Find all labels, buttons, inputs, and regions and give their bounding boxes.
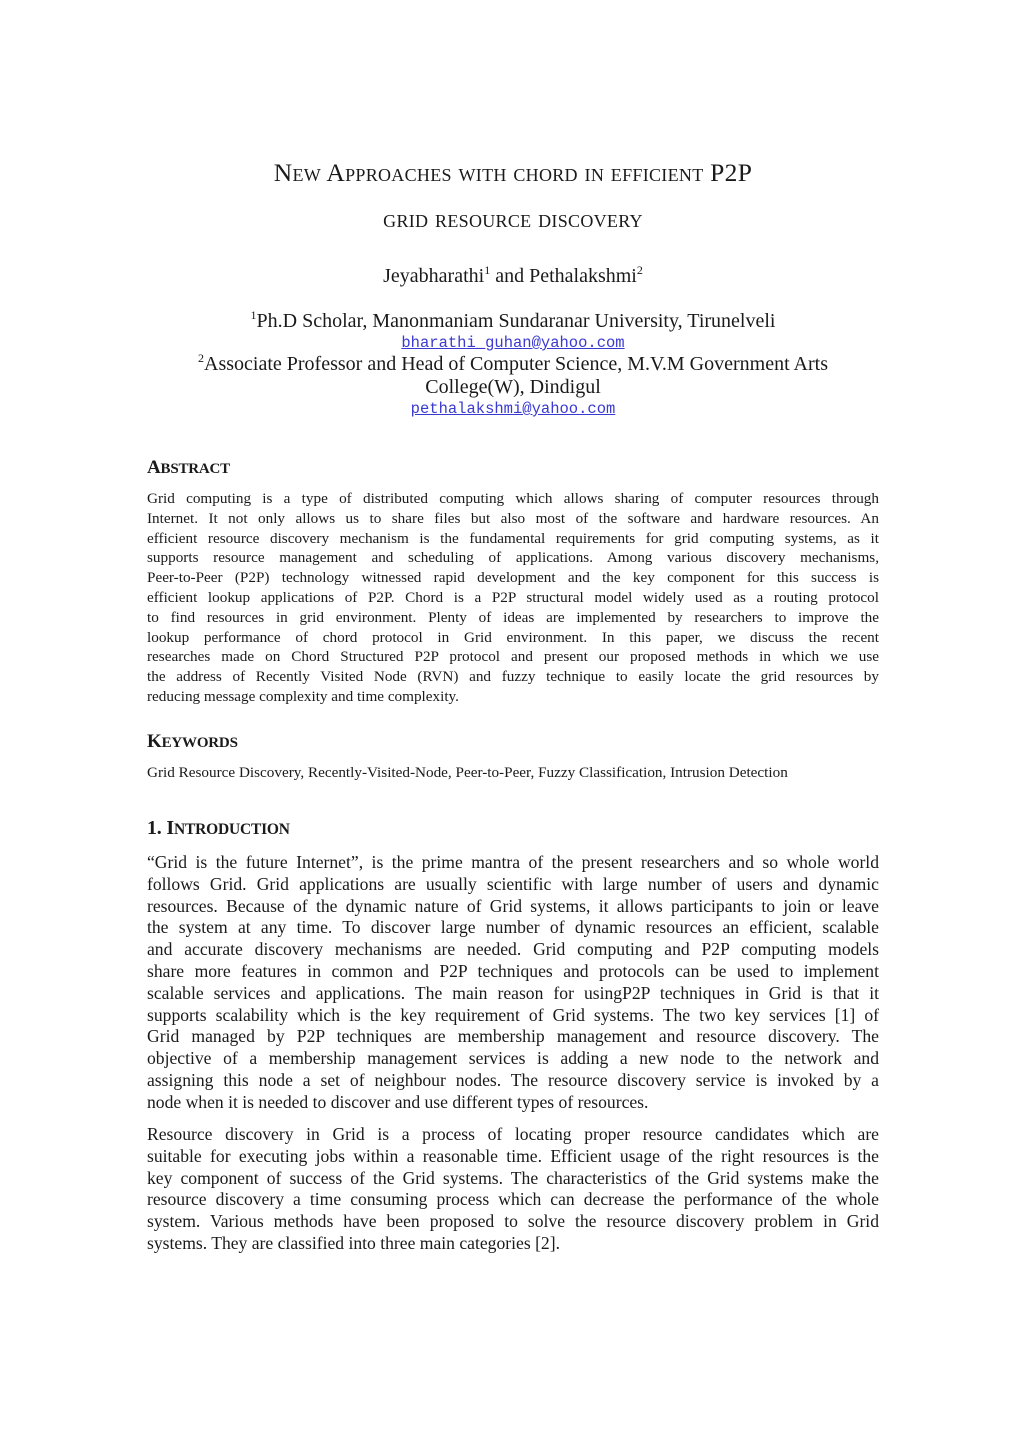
text-line: system. Various methods have been proposed to solve the resource discovery problem in Grid: [147, 1211, 879, 1232]
text-line: efficient lookup applications of P2P. Chord is a P2P structural model widely used as a routing protocol: [147, 588, 879, 606]
keywords-heading-initial: K: [147, 731, 162, 752]
affiliation-1: [147, 310, 879, 333]
text-line: key component of success of the Grid systems. The characteristics of the Grid systems make the: [147, 1167, 879, 1188]
text-line: supports resource management and scheduling of applications. Among various discovery mechanisms,: [147, 549, 879, 567]
affiliation-2: [147, 353, 879, 376]
text-line: resources. Because of the dynamic nature of Grid systems, it allows participants to join or leave: [147, 895, 879, 916]
text-line: objective of a membership management services is adding a new node to the network and: [147, 1048, 879, 1069]
text-line: Peer-to-Peer (P2P) technology witnessed rapid development and the key component for this success is: [147, 569, 879, 587]
author-1-sup: 1: [484, 263, 491, 277]
affiliation-1-text: Ph.D Scholar, Manonmaniam Sundaranar University, Tirunelveli: [256, 310, 776, 332]
introduction-heading-rest: NTRODUCTION: [173, 821, 290, 838]
text-line: to find resources in grid environment. Plenty of ideas are implemented by researchers to improve the: [147, 608, 879, 626]
text-line: and accurate discovery mechanisms are needed. Grid computing and P2P computing models: [147, 939, 879, 960]
abstract-heading-initial: A: [147, 457, 161, 478]
introduction-heading-initial: 1. I: [147, 817, 174, 839]
text-line: node when it is needed to discover and use different types of resources.: [147, 1091, 649, 1112]
text-line: suitable for executing jobs within a reasonable time. Efficient usage of the right resources is the: [147, 1145, 879, 1166]
text-line: Internet. It not only allows us to share files but also most of the software and hardware resources. An: [147, 509, 879, 527]
author-2: Pethalakshmi: [529, 265, 637, 287]
text-line: assigning this node a set of neighbour nodes. The resource discovery service is invoked by a: [147, 1069, 879, 1090]
text-line: Grid managed by P2P techniques are membership management and resource discovery. The: [147, 1026, 879, 1047]
affiliation-1-sup: 1: [250, 308, 257, 322]
affiliation-2-sup: 2: [198, 351, 205, 365]
author-2-email-link[interactable]: pethalakshmi@yahoo.com: [410, 400, 616, 418]
affiliation-2-text: Associate Professor and Head of Computer Science, M.V.M Government Arts: [204, 353, 828, 375]
abstract-text: [147, 489, 879, 707]
text-line: efficient resource discovery mechanism is the fundamental requirements for grid computing systems, as it: [147, 529, 879, 547]
text-line: the system at any time. To discover large number of dynamic resources an efficient, scalable: [147, 917, 879, 938]
keywords-heading: [147, 731, 238, 753]
paper-title: [147, 150, 879, 242]
introduction-paragraph-1: [147, 852, 879, 1114]
author-1: Jeyabharathi: [383, 265, 485, 287]
text-line: researches made on Chord Structured P2P protocol and present our proposed methods in which we use: [147, 648, 879, 666]
author-1-email-link[interactable]: bharathi_guhan@yahoo.com: [401, 334, 625, 352]
text-line: “Grid is the future Internet”, is the prime mantra of the present researchers and so whole world: [147, 852, 879, 872]
author-conjunction: and: [495, 265, 525, 287]
author-2-sup: 2: [636, 263, 643, 277]
text-line: supports scalability which is the key requirement of Grid systems. The two key services [1] of: [147, 1004, 879, 1025]
affiliations: [147, 310, 879, 419]
text-line: lookup performance of chord protocol in Grid environment. In this paper, we discuss the recent: [147, 628, 879, 646]
abstract-heading: [147, 457, 230, 479]
affiliation-2-continued: College(W), Dindigul: [425, 376, 601, 398]
keywords-text: Grid Resource Discovery, Recently-Visited-Node, Peer-to-Peer, Fuzzy Classification, Intrusion Detection: [147, 764, 788, 781]
text-line: share more features in common and P2P techniques and protocols can be used to implement: [147, 960, 879, 981]
text-line: reducing message complexity and time complexity.: [147, 687, 459, 705]
introduction-paragraph-2: [147, 1124, 879, 1255]
text-line: Grid computing is a type of distributed computing which allows sharing of computer resources through: [147, 490, 879, 507]
text-line: the address of Recently Visited Node (RVN) and fuzzy technique to easily locate the grid resources by: [147, 668, 879, 686]
text-line: scalable services and applications. The main reason for usingP2P techniques in Grid is that it: [147, 982, 879, 1003]
text-line: follows Grid. Grid applications are usually scientific with large number of users and dynamic: [147, 873, 879, 894]
text-line: systems. They are classified into three main categories [2].: [147, 1232, 560, 1253]
introduction-heading: [147, 817, 290, 840]
author-list: [147, 262, 879, 290]
keywords-heading-rest: EYWORDS: [161, 735, 238, 751]
abstract-heading-rest: BSTRACT: [160, 461, 230, 477]
text-line: resource discovery a time consuming process which can decrease the performance of the whole: [147, 1189, 879, 1210]
title-line-1: New Approaches with chord in efficient P2P: [273, 158, 753, 187]
text-line: Resource discovery in Grid is a process of locating proper resource candidates which are: [147, 1124, 879, 1144]
title-line-2: grid resource discovery: [383, 204, 643, 233]
